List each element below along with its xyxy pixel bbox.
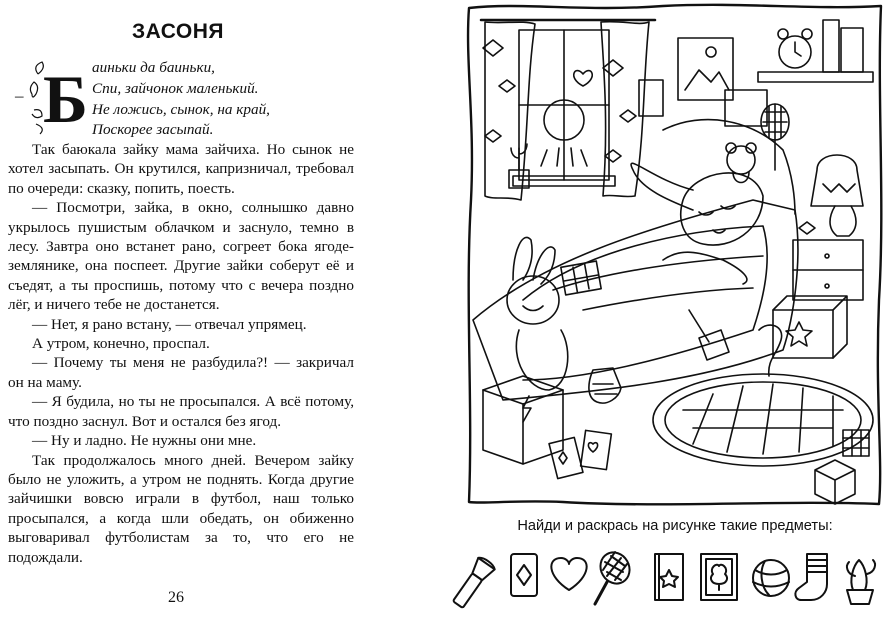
shelf	[758, 20, 873, 82]
table-lamp	[811, 155, 863, 236]
small-broom	[689, 310, 729, 360]
verse-line: Спи, зайчонок маленький.	[92, 79, 259, 97]
teddy-bear	[726, 143, 756, 183]
story-text	[8, 140, 354, 567]
tennis-racket-icon	[761, 104, 789, 170]
diamond-card-icon	[511, 554, 537, 596]
dropcap-letter: Б	[43, 61, 88, 137]
playing-cards	[549, 430, 611, 478]
sock-icon	[795, 554, 827, 600]
verse-line: Не ложись, сынок, на край,	[92, 100, 270, 118]
potted-cactus	[509, 144, 529, 188]
bedroom-coloring-illustration	[463, 0, 886, 506]
round-rug	[653, 374, 873, 466]
racket-icon	[595, 547, 635, 604]
framed-tree-icon	[701, 554, 737, 600]
flashlight-icon	[450, 555, 497, 610]
verse-line: Поскорее засыпай.	[92, 121, 214, 139]
bed	[473, 120, 798, 400]
ball-icon	[753, 560, 789, 596]
story-title: ЗАСОНЯ	[131, 20, 225, 43]
bunny-toy	[507, 237, 568, 390]
verse-line: аиньки да баиньки,	[92, 59, 215, 76]
paragraph: — Я будила, но ты не просыпался. А всё потому, что поздно заснул. Вот и остался без ягод.	[8, 393, 354, 430]
curtain-right-icon	[574, 22, 649, 197]
page-number: 26	[168, 589, 184, 606]
right-page	[455, 0, 890, 624]
find-items-row	[455, 546, 890, 614]
paragraph: — Нет, я рано встану, — отвечал упрямец.	[32, 315, 307, 333]
find-and-color-caption: Найди и раскрась на рисунке такие предметы:	[517, 518, 833, 534]
dropcap-dash: –	[15, 86, 24, 105]
heart-icon	[551, 558, 586, 590]
card-on-stand	[799, 222, 815, 234]
paragraph: Так продолжалось много дней. Вечером зайку было не уложить, а утром не поднять. Когда другие зайчишки вовсю играли в футбол, наш только просыпался, а когда шли обедать, он обиженно выговаривал футболистам за то, что его не подождали.	[8, 451, 354, 566]
paragraph: — Почему ты меня не разбудила?! — закричал он на маму.	[8, 354, 354, 391]
paragraph: Так баюкала зайку мама зайчиха. Но сынок не хотел засыпать. Он крутился, капризничал, требовал по очереди: сказку, попить, поесть.	[8, 141, 354, 197]
toy-cubes	[815, 430, 869, 504]
left-page	[0, 0, 440, 624]
lullaby-verse	[92, 58, 270, 141]
paragraph: — Ну и ладно. Не нужны они мне.	[32, 432, 257, 450]
book-icon	[655, 554, 683, 600]
plant-icon	[847, 560, 875, 604]
paragraph: — Посмотри, зайка, в окно, солнышко давно укрылось пушистым облачком и заснуло, темно в лесу. Завтра оно встанет рано, согреет бока ягоде-землянике, она поспеет. Другие зайки соберут её и съедят, а ты проспишь, потому что с вечера поздно лёг, и ничего тебе не достанется.	[8, 199, 354, 314]
ornamental-dropcap	[28, 54, 88, 137]
paragraph: А утром, конечно, проспал.	[32, 335, 210, 353]
nightstand	[793, 240, 863, 300]
toy-box	[759, 296, 847, 376]
